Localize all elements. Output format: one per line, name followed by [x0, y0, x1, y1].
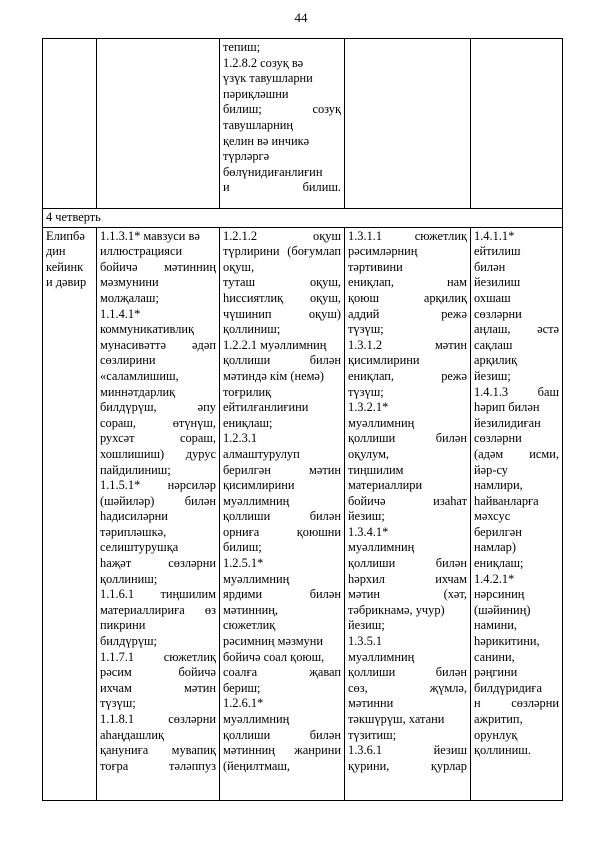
cell-line: сөзләрни — [474, 306, 522, 321]
cell-line: сөзлирини — [100, 353, 156, 368]
cell-line: 1.3.6.1 йезиш — [348, 743, 467, 758]
cell-line: намлар) — [474, 540, 516, 555]
cell-line: кейинк — [46, 259, 84, 274]
table-cell-reading-continued — [220, 39, 345, 209]
cell-line: билдүрүш; — [100, 634, 157, 649]
cell-line: 1.2.6.1* — [223, 696, 264, 711]
cell-line: 1.2.2.1 муәллимниң — [223, 337, 327, 352]
table-cell-reading — [220, 227, 345, 800]
cell-line: мәтинни — [348, 696, 394, 711]
cell-line: материаллири — [348, 478, 423, 493]
cell-line: 1.1.7.1 сюжетлиқ — [100, 649, 216, 664]
cell-line: 1.2.3.1 — [223, 431, 258, 446]
cell-line: 1.1.5.1* нәрсиләр — [100, 478, 216, 493]
cell-line: билдүридиға — [474, 680, 542, 695]
cell-line: аддий режә — [348, 306, 467, 321]
cell-line: 1.1.4.1* — [100, 306, 141, 321]
cell-line: (адәм исми, — [474, 446, 559, 461]
cell-line: берилгән мәтин — [223, 462, 341, 477]
cell-line: йезилидиған — [474, 415, 541, 430]
cell-line: мәтинниң жанрини — [223, 743, 341, 758]
cell-line: һәрикитини, — [474, 634, 540, 649]
cell-line: түзүш; — [348, 384, 384, 399]
cell-line: қисимлирини — [223, 478, 295, 493]
cell-line: һадисиләрни — [100, 509, 168, 524]
cell-lines — [348, 229, 467, 775]
cell-line: 1.1.8.1 сөзләрни — [100, 712, 216, 726]
cell-line: муәллимниң — [348, 649, 415, 664]
cell-line: сораш, өтүнүш, — [100, 415, 216, 430]
table-cell-spelling — [471, 227, 563, 800]
cell-line: тәкшүрүш, хатани — [348, 712, 445, 726]
cell-line: коммуникативлиқ — [100, 322, 195, 337]
cell-line: материаллириға өз — [100, 602, 216, 617]
cell-line: берилгән — [474, 524, 522, 539]
cell-line: ярдими билән — [223, 587, 341, 602]
cell-line: муәллимниң — [223, 712, 290, 726]
cell-line: муәллимниң — [348, 415, 415, 430]
cell-line: намлири, — [474, 478, 523, 493]
cell-line: мәтинниң, — [223, 602, 279, 617]
cell-line: алмаштурулуп — [223, 446, 300, 461]
table-row-main — [43, 227, 563, 800]
cell-line: ажритип, — [474, 712, 523, 726]
cell-line: қоллиши билән — [348, 556, 467, 571]
cell-line: 1.4.1.3 баш — [474, 384, 559, 399]
cell-line: н сөзләрни — [474, 696, 559, 711]
cell-line: (шәйиниң) — [474, 602, 531, 617]
cell-line: пикрини — [100, 618, 146, 633]
cell-line: тәбрикнамә, учур) — [348, 602, 445, 617]
table-cell-empty — [471, 39, 563, 209]
table-cell-empty — [97, 39, 220, 209]
cell-line: (шәйиләр) билән — [100, 493, 216, 508]
cell-line: билән — [474, 259, 506, 274]
standards-table — [42, 38, 563, 801]
cell-line: 1.2.5.1* — [223, 556, 264, 571]
cell-line: 1.3.5.1 — [348, 634, 383, 649]
cell-line: охшаш — [474, 290, 511, 305]
table-cell-writing — [345, 227, 471, 800]
cell-line: муәллимниң — [223, 571, 290, 586]
cell-line: түрлирини (боғумлап оқуш, — [223, 244, 341, 274]
cell-line: түзүш; — [100, 696, 136, 711]
table-cell-listening-speaking — [97, 227, 220, 800]
cell-line: сақлаш — [474, 337, 513, 352]
cell-line: қоллиниш; — [223, 322, 281, 337]
cell-line: и дәвир — [46, 275, 87, 290]
cell-line: 1.1.3.1* мавзуси вә — [100, 228, 200, 243]
cell-line: ениқлап, нам — [348, 275, 467, 290]
table-cell-period — [43, 227, 97, 800]
cell-line: ейтилиш — [474, 244, 521, 259]
cell-line: билиш; созуқ — [223, 102, 341, 117]
cell-line: қисимлирини — [348, 353, 420, 368]
cell-line: бойичә изаһат — [348, 493, 467, 508]
cell-line: тәрипләшкә, — [100, 524, 167, 539]
cell-line: ейтилғанлиғини — [223, 400, 309, 415]
cell-line: 1.3.2.1* — [348, 400, 389, 415]
cell-line: йезилиш — [474, 275, 521, 290]
cell-lines — [474, 229, 559, 759]
cell-line: миннәтдарлиқ — [100, 384, 176, 399]
cell-line: Елипбә — [46, 228, 85, 243]
cell-line: орунлуқ — [474, 727, 518, 742]
cell-line: пәриқләшни — [223, 86, 289, 101]
cell-line: аһаңдашлиқ — [100, 727, 165, 742]
cell-line: қоллиниш. — [474, 743, 531, 758]
cell-line: 1.3.1.2 мәтин — [348, 337, 467, 352]
cell-line: 1.3.1.1 сюжетлиқ — [348, 228, 467, 243]
cell-line: орниға қоюшни — [223, 524, 341, 539]
cell-line: қануниға мувапиқ — [100, 743, 216, 758]
cell-line: туташ оқуш, — [223, 275, 341, 290]
cell-line: 1.3.4.1* — [348, 524, 389, 539]
cell-line: 1.2.8.2 созуқ вә — [223, 55, 304, 70]
cell-line: муәллимниң — [223, 493, 290, 508]
cell-line: мәзмунини — [100, 275, 159, 290]
cell-line: қоюш арқилиқ — [348, 290, 467, 305]
cell-line: һиссиятлиқ оқуш, — [223, 290, 341, 305]
cell-line: нәрсиниң — [474, 587, 525, 602]
cell-line: 1.1.6.1 тиңшилим — [100, 587, 216, 602]
cell-line: тавушларниң — [223, 117, 293, 132]
cell-line: қоллиниш; — [100, 571, 158, 586]
cell-line: намини, — [474, 618, 517, 633]
cell-line: рухсәт сораш, — [100, 431, 216, 446]
cell-line: и билиш. — [223, 180, 341, 195]
cell-line: йезиш; — [474, 368, 511, 383]
cell-line: пайдилиниш; — [100, 462, 171, 477]
cell-line: ениқлаш; — [474, 556, 524, 571]
cell-line: санини, — [474, 649, 515, 664]
cell-line: соалға җавап — [223, 665, 341, 680]
cell-line: мунасивәттә әдәп — [100, 337, 216, 352]
cell-line: түзүш; — [348, 322, 384, 337]
cell-line: тоғрилиқ — [223, 384, 272, 399]
cell-line: ихчам мәтин — [100, 680, 216, 695]
cell-line: түрләргә — [223, 149, 270, 164]
cell-lines — [46, 229, 93, 291]
cell-line: (йеңилтмаш, — [223, 758, 291, 773]
cell-line: рәсимниң мәзмуни — [223, 634, 324, 649]
quarter-header-cell — [43, 209, 563, 228]
cell-line: қоллиши билән — [223, 353, 341, 368]
cell-line: қурини, қурлар — [348, 758, 467, 773]
cell-lines — [223, 40, 341, 196]
cell-line: қоллиши билән — [348, 431, 467, 446]
cell-line: чүшинип оқуш) — [223, 306, 341, 321]
cell-line: рәсим бойичә — [100, 665, 216, 680]
cell-line: аңлаш, әстә — [474, 322, 559, 337]
cell-line: тепиш; — [223, 40, 261, 54]
cell-line: иллюстрацияси — [100, 244, 183, 259]
cell-line: тәртивини — [348, 259, 403, 274]
cell-line: мәтин (хәт, — [348, 587, 467, 602]
cell-line: оқулум, — [348, 446, 390, 461]
cell-line: тоғра тәләппуз — [100, 758, 216, 773]
cell-line: билиш; — [223, 540, 262, 555]
cell-line: һаҗәт сөзләрни — [100, 556, 216, 571]
cell-line: «саламлишиш, — [100, 368, 179, 383]
table-row-quarter-header — [43, 209, 563, 228]
cell-line: қоллиши билән — [223, 509, 341, 524]
cell-line: һайванларға — [474, 493, 539, 508]
cell-line: сюжетлиқ — [223, 618, 276, 633]
cell-line: түзитиш; — [348, 727, 397, 742]
cell-line: һәрип билән — [474, 400, 540, 415]
cell-line: молҗалаш; — [100, 290, 159, 305]
cell-lines — [100, 229, 216, 775]
cell-line: йезиш; — [348, 618, 385, 633]
cell-line: 1.4.2.1* — [474, 571, 515, 586]
cell-line: қоллиши билән — [223, 727, 341, 742]
cell-line: рәсимләрниң — [348, 244, 418, 259]
table-cell-empty — [43, 39, 97, 209]
cell-line: арқилиқ — [474, 353, 518, 368]
table-cell-empty — [345, 39, 471, 209]
cell-line: рәңгини — [474, 665, 518, 680]
cell-line: 1.2.1.2 оқуш — [223, 228, 341, 243]
cell-lines — [223, 229, 341, 775]
cell-line: бойичә соал қоюш, — [223, 649, 325, 664]
cell-line: билдүрүш, әпу — [100, 400, 216, 415]
cell-line: дин — [46, 244, 66, 259]
cell-line: тиңшилим — [348, 462, 404, 477]
cell-line: муәллимниң — [348, 540, 415, 555]
cell-line: бериш; — [223, 680, 261, 695]
table-row-continued — [43, 39, 563, 209]
cell-line: сөзләрни — [474, 431, 522, 446]
cell-line: 1.4.1.1* — [474, 228, 515, 243]
cell-line: бөлүнидиғанлиғин — [223, 164, 323, 179]
cell-line: ениқлаш; — [223, 415, 273, 430]
page-number: 44 — [294, 10, 308, 25]
cell-line: бойичә мәтинниң — [100, 259, 216, 274]
cell-line: хошлишиш) дурус — [100, 446, 216, 461]
cell-line: йәр-су — [474, 462, 508, 477]
cell-line: йезиш; — [348, 509, 385, 524]
cell-line: қоллиши билән — [348, 665, 467, 680]
cell-line: мәтиндә кім (немә) — [223, 368, 325, 383]
cell-line: ениқлап, режә — [348, 368, 467, 383]
cell-line: сөз, җүмлә, — [348, 680, 467, 695]
quarter-label: 4 четверть — [46, 210, 101, 224]
cell-line: селиштурушқа — [100, 540, 179, 555]
cell-line: мәхсус — [474, 509, 511, 524]
cell-line: үзүк тавушларни — [223, 71, 313, 86]
cell-line: һәрхил ихчам — [348, 571, 467, 586]
cell-line: қелин вә инчикә — [223, 133, 310, 148]
